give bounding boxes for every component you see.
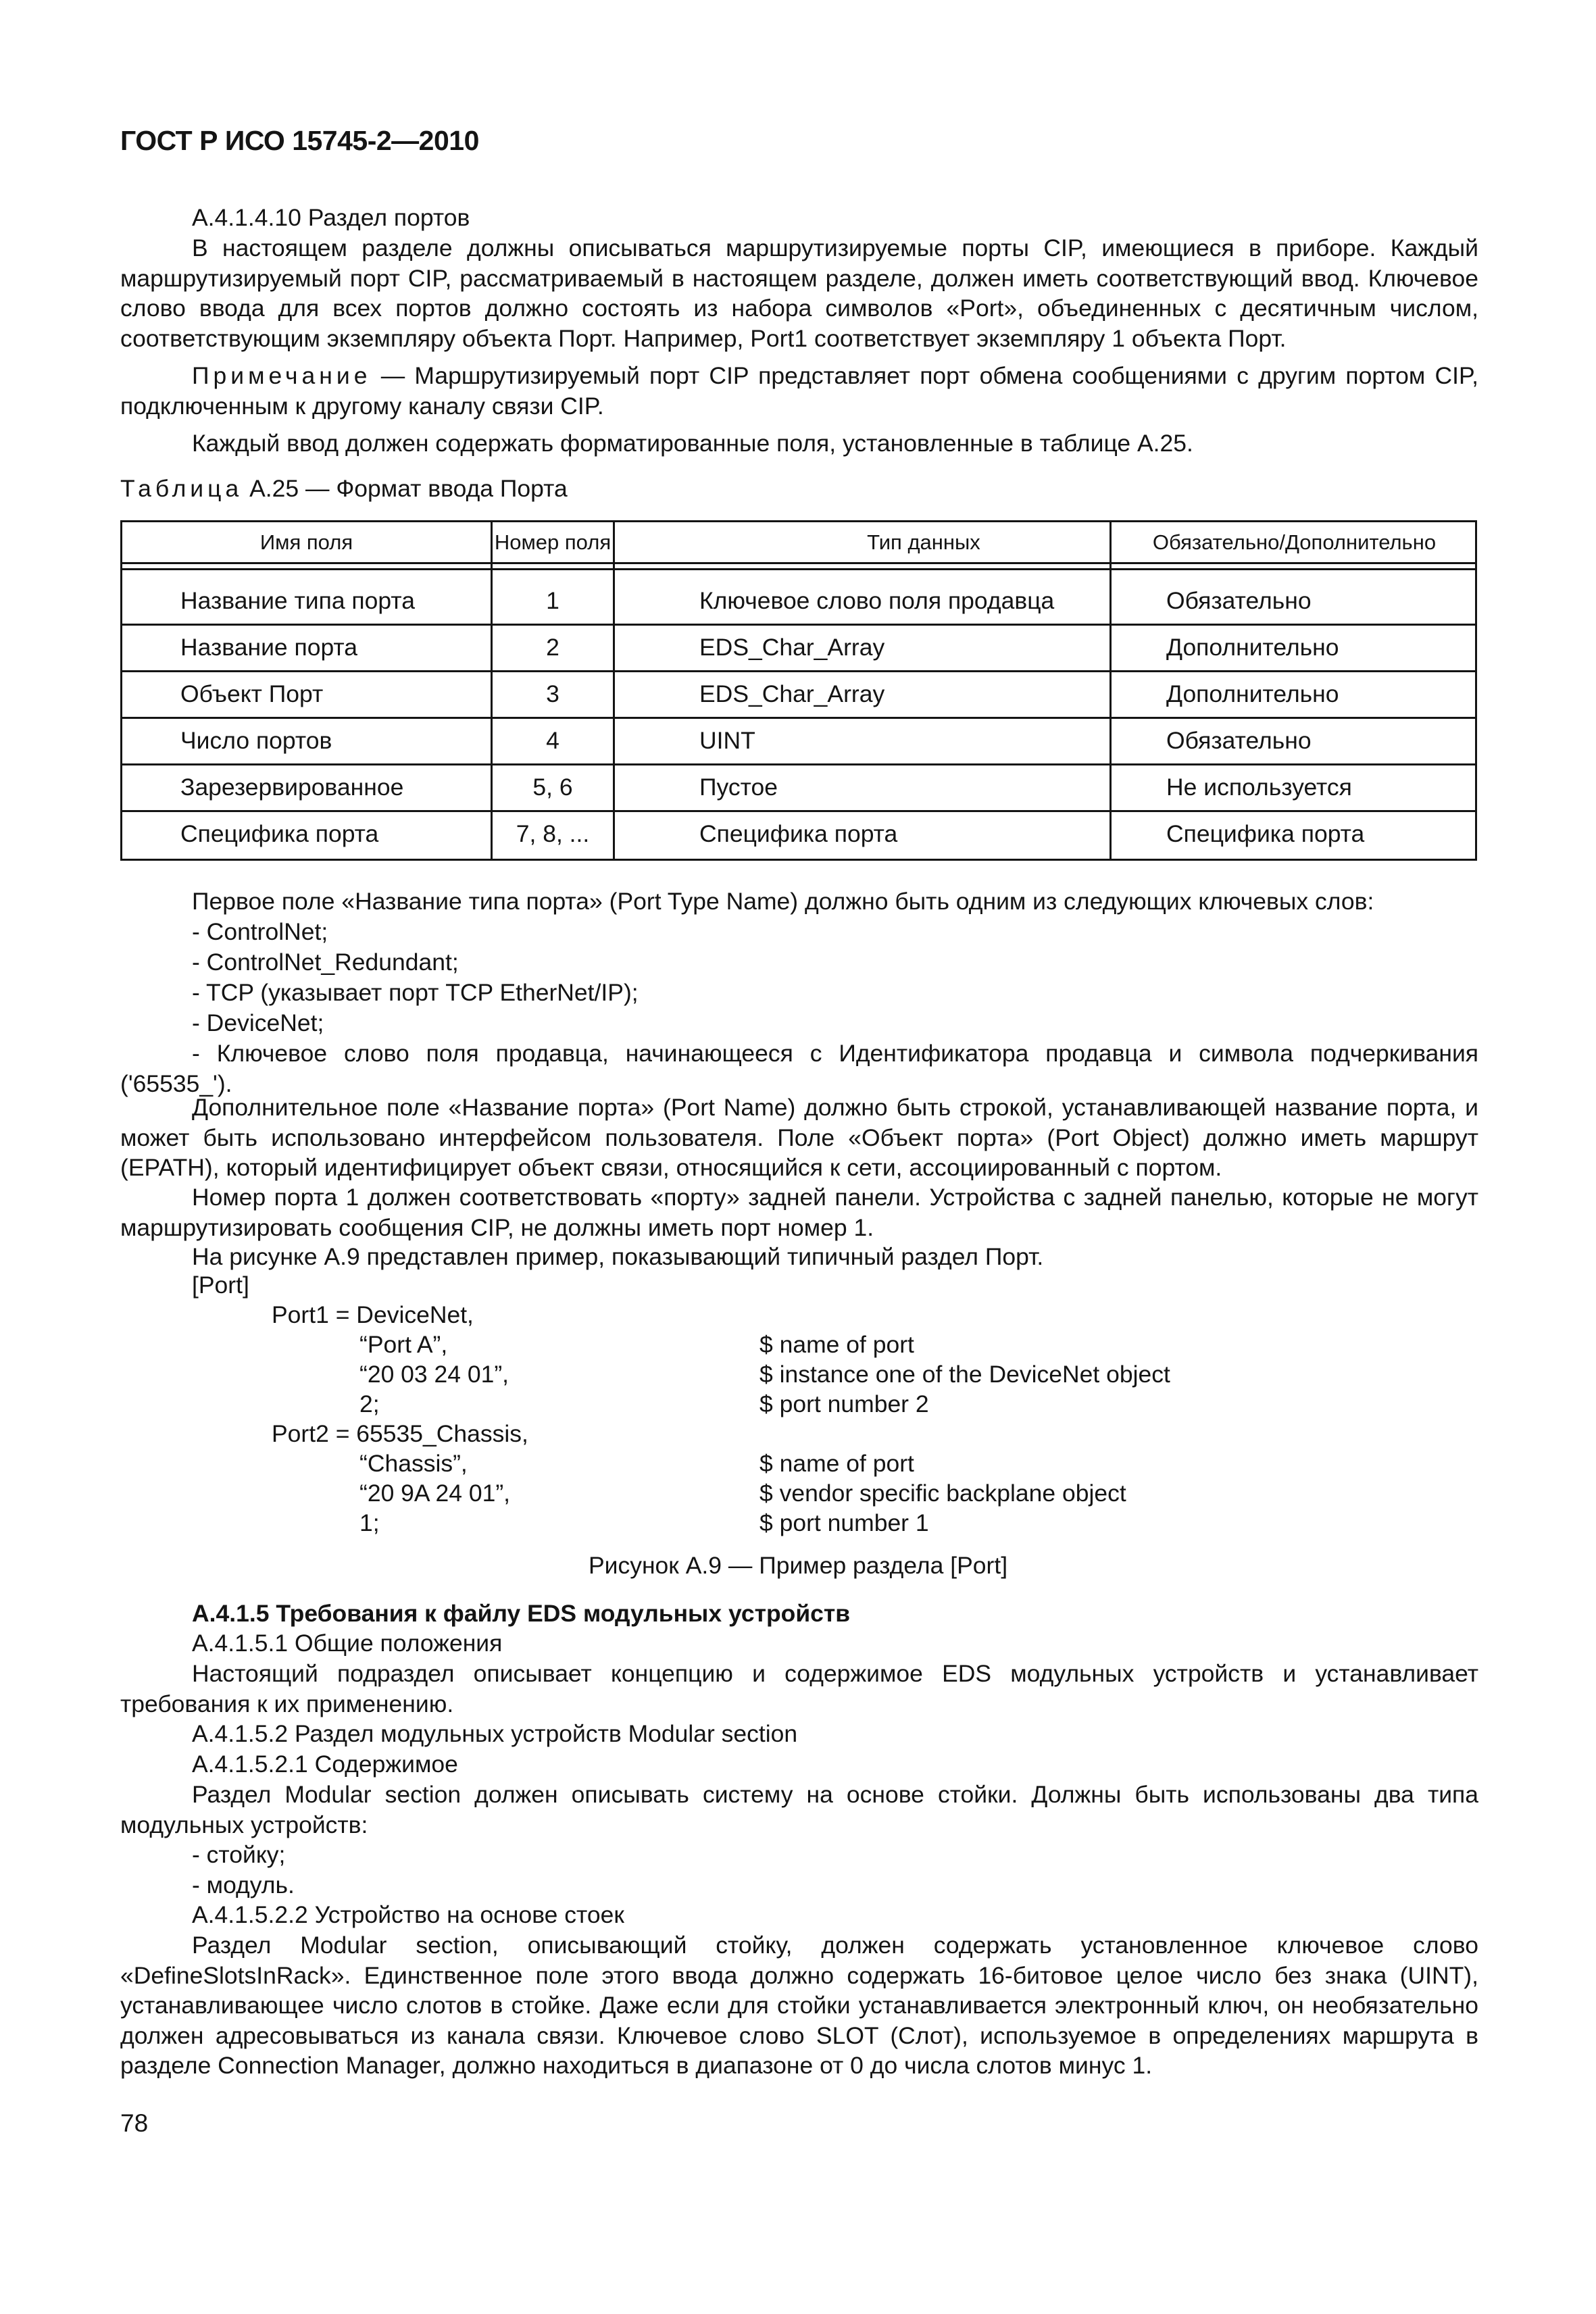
subsection-title: А.4.1.5.1 Общие положения bbox=[192, 1630, 503, 1657]
table-cell: EDS_Char_Array bbox=[699, 680, 885, 707]
port-number-paragraph: Номер порта 1 должен соответствовать «порту» задней панели. Устройства с задней панелью, которые не могут маршрутизировать сообщения CIP, не должны иметь порт номер 1. bbox=[120, 1184, 1478, 1241]
table-header-cell: Тип данных bbox=[867, 530, 980, 554]
example-comment: $ name of port bbox=[759, 1450, 914, 1477]
table-column-divider bbox=[613, 522, 615, 859]
table-cell: Число портов bbox=[180, 727, 332, 754]
example-comment: $ instance one of the DeviceNet object bbox=[759, 1361, 1170, 1388]
example-value: “Chassis”, bbox=[359, 1450, 468, 1477]
list-item: - стойку; bbox=[192, 1841, 286, 1868]
port-type-intro: Первое поле «Название типа порта» (Port Type Name) должно быть одним из следующих ключевых слов: bbox=[192, 888, 1374, 915]
subsection-paragraph: Раздел Modular section должен описывать систему на основе стойки. Должны быть использованы два типа модульных устройств: bbox=[120, 1781, 1478, 1838]
example-comment: $ port number 2 bbox=[759, 1390, 929, 1417]
table-cell: Не используется bbox=[1166, 774, 1352, 801]
table-cell: Название порта bbox=[180, 634, 358, 661]
example-section-tag: [Port] bbox=[192, 1272, 249, 1299]
section-heading: А.4.1.4.10 Раздел портов bbox=[192, 204, 470, 231]
table-cell: 2 bbox=[546, 634, 559, 661]
table-caption-text: А.25 — Формат ввода Порта bbox=[243, 475, 568, 502]
list-item: - модуль. bbox=[192, 1871, 295, 1898]
figure-caption: Рисунок А.9 — Пример раздела [Port] bbox=[588, 1552, 1008, 1579]
note-text: — Маршрутизируемый порт CIP представляет порт обмена сообщениями с другим портом CIP, подключенным к другому каналу связи CIP. bbox=[120, 362, 1478, 420]
list-item: - TCP (указывает порт TCP EtherNet/IP); bbox=[192, 979, 639, 1006]
example-port2-line: Port2 = 65535_Chassis, bbox=[272, 1420, 528, 1447]
port-name-paragraph: Дополнительное поле «Название порта» (Port Name) должно быть строкой, устанавливающей название порта, и может быть использовано интерфейсом пользователя. Поле «Объект порта» (Port Object) должно иметь маршрут (EPATH), который идентифицирует объект связи, относящийся к сети, ассоциированный с портом. bbox=[120, 1094, 1478, 1181]
table-caption-label: Таблица bbox=[120, 475, 243, 502]
list-item: - Ключевое слово поля продавца, начинающееся с Идентификатора продавца и символа подчеркивания ('65535_'). bbox=[120, 1040, 1478, 1097]
subsection-paragraph: Настоящий подраздел описывает концепцию и содержимое EDS модульных устройств и устанавливает требования к их применению. bbox=[120, 1660, 1478, 1717]
table-cell: UINT bbox=[699, 727, 755, 754]
table-row-divider bbox=[122, 670, 1475, 672]
table-cell: 5, 6 bbox=[532, 774, 573, 801]
table-row-divider bbox=[122, 763, 1475, 765]
table-cell: Специфика порта bbox=[180, 820, 379, 847]
table-cell: Обязательно bbox=[1166, 587, 1312, 614]
table-row-divider bbox=[122, 810, 1475, 812]
table-cell: Дополнительно bbox=[1166, 680, 1339, 707]
subsection-paragraph: Раздел Modular section, описывающий стойку, должен содержать установленное ключевое слово «DefineSlotsInRack». Единственное поле этого ввода должно содержать 16-битовое целое число без знака (UINT), устанавливающее число слотов в стойке. Даже если для стойки устанавливается электронный ключ, он необязательно должен адресовываться из канала связи. Ключевое слово SLOT (Слот), используемое в определениях маршрута в разделе Connection Manager, должно находиться в диапазоне от 0 до числа слотов минус 1. bbox=[120, 1932, 1478, 2079]
table-cell: 1 bbox=[546, 587, 559, 614]
subsection-title: А.4.1.5.2.2 Устройство на основе стоек bbox=[192, 1901, 624, 1928]
example-comment: $ vendor specific backplane object bbox=[759, 1480, 1126, 1507]
list-item: - ControlNet_Redundant; bbox=[192, 949, 459, 976]
table-column-divider bbox=[1109, 522, 1112, 859]
table-cell: 7, 8, ... bbox=[516, 820, 590, 847]
example-value: “20 03 24 01”, bbox=[359, 1361, 509, 1388]
table-cell: Дополнительно bbox=[1166, 634, 1339, 661]
table-cell: EDS_Char_Array bbox=[699, 634, 885, 661]
example-value: 1; bbox=[359, 1509, 380, 1536]
example-port1-line: Port1 = DeviceNet, bbox=[272, 1301, 474, 1328]
table-cell: Обязательно bbox=[1166, 727, 1312, 754]
list-item: - ControlNet; bbox=[192, 918, 328, 945]
section-paragraph: В настоящем разделе должны описываться маршрутизируемые порты CIP, имеющиеся в приборе. Каждый маршрутизируемый порт CIP, рассматриваемый в настоящем разделе, должен иметь соответствующий ввод. Ключевое слово ввода для всех портов должно состоять из набора символов «Port», объединенных с десятичным числом, соответствующим экземпляру объекта Порт. Например, Port1 соответствует экземпляру 1 объекта Порт. bbox=[120, 234, 1478, 352]
example-value: 2; bbox=[359, 1390, 380, 1417]
table-cell: 3 bbox=[546, 680, 559, 707]
example-comment: $ name of port bbox=[759, 1331, 914, 1358]
page-number: 78 bbox=[120, 2109, 149, 2137]
table-cell: Ключевое слово поля продавца bbox=[699, 587, 1055, 614]
table-cell: Название типа порта bbox=[180, 587, 415, 614]
example-value: “20 9A 24 01”, bbox=[359, 1480, 511, 1507]
document-header: ГОСТ Р ИСО 15745-2—2010 bbox=[120, 125, 479, 156]
table-caption bbox=[120, 475, 568, 503]
table-cell: Специфика порта bbox=[1166, 820, 1365, 847]
example-value: “Port A”, bbox=[359, 1331, 448, 1358]
table-row-divider bbox=[122, 624, 1475, 626]
port-format-table bbox=[120, 520, 1477, 861]
example-comment: $ port number 1 bbox=[759, 1509, 929, 1536]
table-reference-paragraph: Каждый ввод должен содержать форматированные поля, установленные в таблице А.25. bbox=[192, 430, 1193, 457]
table-header-row bbox=[122, 522, 1475, 564]
subsection-heading: А.4.1.5 Требования к файлу EDS модульных устройств bbox=[192, 1600, 851, 1627]
table-header-cell: Имя поля bbox=[259, 530, 353, 554]
table-divider bbox=[122, 568, 1475, 570]
table-header-cell: Номер поля bbox=[494, 530, 612, 554]
table-cell: 4 bbox=[546, 727, 559, 754]
table-cell: Пустое bbox=[699, 774, 778, 801]
table-cell: Специфика порта bbox=[699, 820, 898, 847]
subsection-title: А.4.1.5.2.1 Содержимое bbox=[192, 1751, 458, 1778]
table-header-cell: Обязательно/Дополнительно bbox=[1152, 530, 1437, 554]
note-label: Примечание bbox=[192, 362, 372, 389]
note-paragraph bbox=[120, 361, 1478, 421]
table-row-divider bbox=[122, 717, 1475, 719]
table-cell: Зарезервированное bbox=[180, 774, 404, 801]
subsection-title: А.4.1.5.2 Раздел модульных устройств Modular section bbox=[192, 1720, 798, 1747]
list-item: - DeviceNet; bbox=[192, 1009, 324, 1036]
table-cell: Объект Порт bbox=[180, 680, 324, 707]
figure-reference-paragraph: На рисунке А.9 представлен пример, показывающий типичный раздел Порт. bbox=[192, 1243, 1044, 1270]
